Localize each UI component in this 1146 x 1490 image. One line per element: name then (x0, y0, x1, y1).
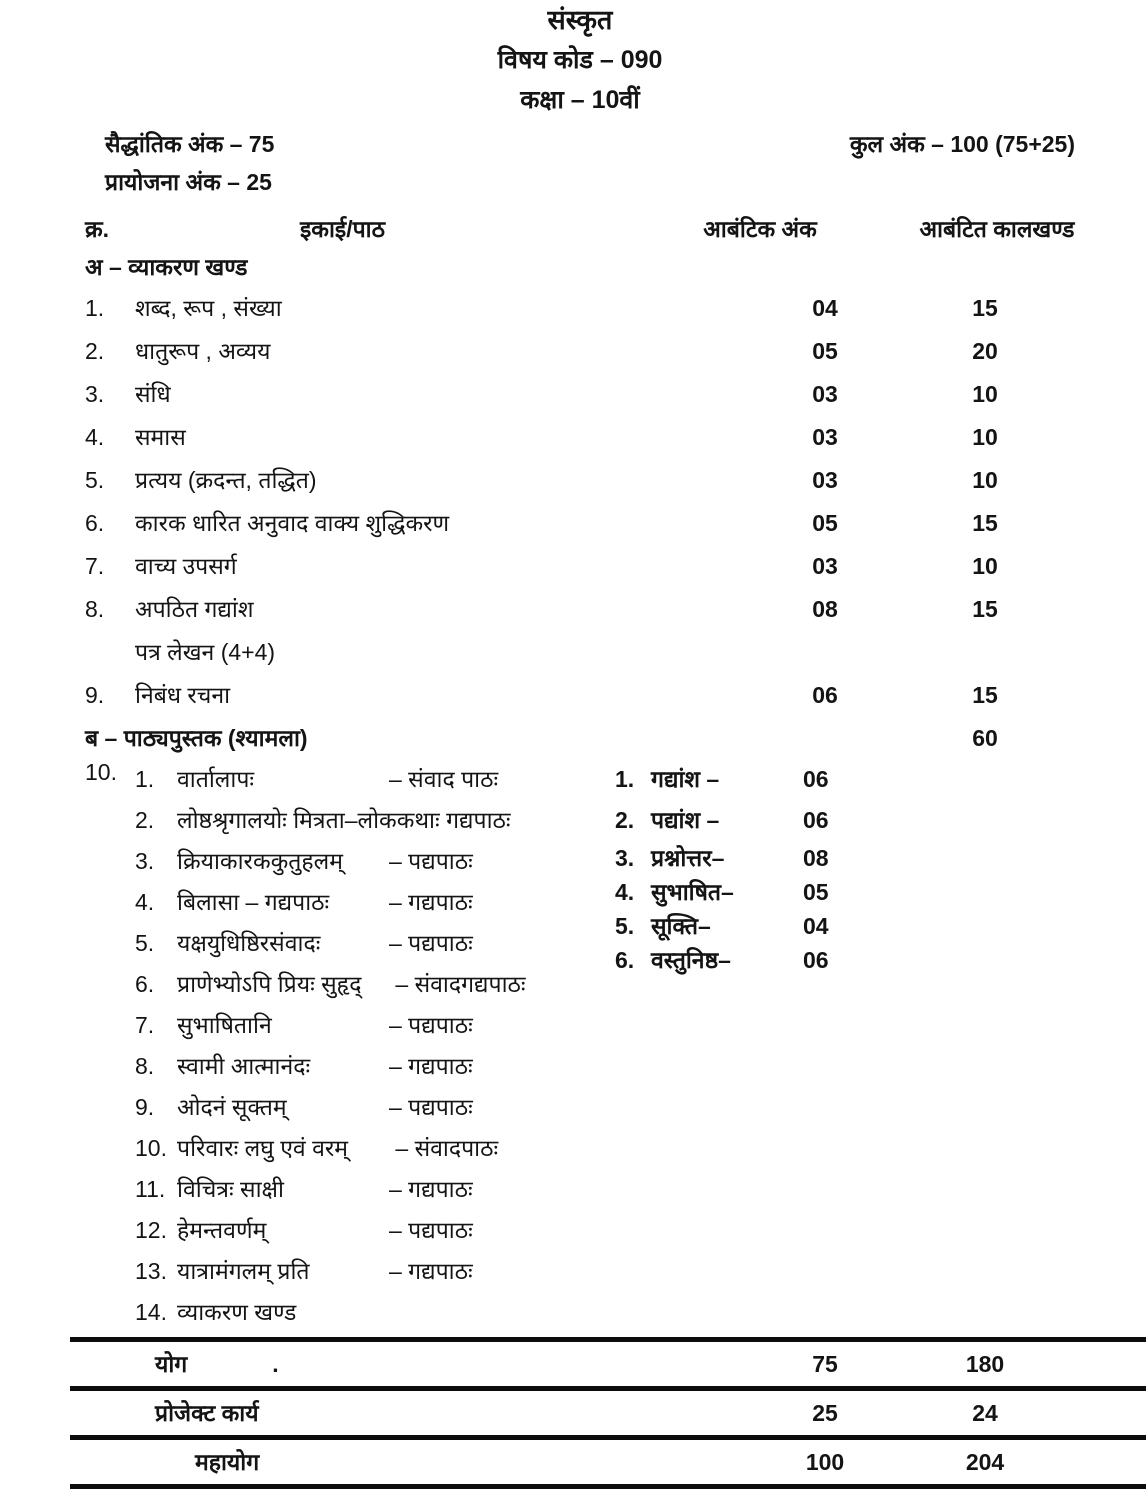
unit-text: निबंध रचना (135, 682, 231, 708)
lesson-item (135, 1169, 615, 1210)
unit-text-line1: अपठित गद्यांश (135, 596, 254, 622)
marks-value: 08 (812, 596, 838, 622)
lesson-number: 7. (135, 1012, 155, 1038)
total-time-value: 204 (965, 1449, 1005, 1475)
lesson-type: – गद्यपाठः (389, 1176, 473, 1202)
total-label (85, 1440, 755, 1484)
row-number: 7. (85, 553, 105, 579)
total-marks-value: 75 (812, 1351, 838, 1377)
lesson-name: विचित्रः साक्षी (177, 1176, 284, 1202)
lesson-type: – पद्यपाठः (389, 1012, 473, 1038)
row-number: 3. (85, 381, 105, 407)
assessment-number: 1. (615, 766, 635, 792)
marks-summary-row (85, 127, 1075, 161)
unit-text (135, 588, 755, 674)
lesson-number: 2. (135, 807, 155, 833)
row-number: 4. (85, 424, 105, 450)
assessment-item (615, 875, 1075, 909)
table-row (85, 330, 1075, 373)
total-marks-value: 100 (805, 1449, 845, 1475)
assessment-number: 4. (615, 879, 635, 905)
time-value: 15 (972, 682, 998, 708)
time-value: 20 (972, 338, 998, 364)
lesson-type: – पद्यपाठः (389, 1094, 473, 1120)
assessment-number: 6. (615, 947, 635, 973)
lesson-name: परिवारः लघु एवं वरम् (177, 1135, 349, 1161)
assessment-value: 04 (803, 913, 829, 939)
lesson-item (135, 1251, 615, 1292)
row-number: 8. (85, 596, 105, 622)
lesson-type: – संवाद पाठः (389, 766, 499, 792)
assessment-value: 06 (803, 807, 829, 833)
col-time: आबंटित कालखण्ड (919, 216, 1075, 242)
total-label (85, 1391, 755, 1435)
assessment-number: 5. (615, 913, 635, 939)
lesson-list (135, 759, 615, 1333)
lesson-number: 10. (135, 1135, 167, 1161)
assessment-item (615, 841, 1075, 875)
section-b-heading-row (85, 717, 1075, 759)
assessment-label: पद्यांश – (651, 807, 720, 833)
column-header-row (85, 211, 1075, 247)
assessment-value: 06 (803, 947, 829, 973)
lesson-item (135, 1128, 615, 1169)
unit-text: प्रत्यय (क्रदन्त, तद्धित) (135, 467, 317, 493)
table-row (85, 674, 1075, 717)
assessment-label: सुभाषित– (651, 879, 734, 905)
assessment-value: 05 (803, 879, 829, 905)
lesson-type: गद्यपाठः (446, 807, 511, 833)
marks-value: 05 (812, 510, 838, 536)
lesson-number: 9. (135, 1094, 155, 1120)
total-marks-value: 25 (812, 1400, 838, 1426)
marks-value: 05 (812, 338, 838, 364)
unit-text: कारक धारित अनुवाद वाक्य शुद्धिकरण (135, 510, 450, 536)
lesson-name: हेमन्तवर्णम् (177, 1217, 267, 1243)
assessment-item (615, 759, 1075, 800)
lesson-type: – पद्यपाठः (389, 1217, 473, 1243)
unit-text: धातुरूप , अव्यय (135, 338, 271, 364)
total-label-text: प्रोजेक्ट कार्य (155, 1400, 259, 1426)
marks-value: 03 (812, 424, 838, 450)
marks-value: 04 (812, 295, 838, 321)
time-value: 10 (972, 467, 998, 493)
assessment-label: वस्तुनिष्ठ– (651, 947, 731, 973)
total-marks: कुल अंक – 100 (75+25) (849, 131, 1075, 157)
lesson-type: – संवादगद्यपाठः (395, 971, 526, 997)
lesson-name: यात्रामंगलम् प्रति (177, 1258, 310, 1284)
unit-text: समास (135, 424, 186, 450)
lesson-name: बिलासा – गद्यपाठः (177, 889, 330, 915)
total-row (70, 1337, 1146, 1386)
lesson-name: ओदनं सूक्तम् (177, 1094, 287, 1120)
lesson-name: यक्षयुधिष्ठिरसंवादः (177, 930, 321, 956)
lesson-item (135, 800, 615, 841)
lesson-number: 11. (135, 1176, 166, 1202)
lesson-number: 13. (135, 1258, 167, 1284)
table-row (85, 373, 1075, 416)
row-number: 6. (85, 510, 105, 536)
lesson-type: – पद्यपाठः (389, 930, 473, 956)
total-time-value: 24 (972, 1400, 998, 1426)
total-row (70, 1435, 1146, 1489)
lesson-number: 6. (135, 971, 155, 997)
lesson-item (135, 1210, 615, 1251)
time-value: 10 (972, 553, 998, 579)
marks-value: 03 (812, 553, 838, 579)
assessment-number: 2. (615, 807, 635, 833)
total-label-text: योग (155, 1351, 188, 1377)
unit-text: शब्द, रूप , संख्या (135, 295, 282, 321)
lesson-name: सुभाषितानि (177, 1012, 272, 1038)
unit-text: संधि (135, 381, 171, 407)
time-value: 15 (972, 510, 998, 536)
lesson-item (135, 923, 615, 964)
lesson-type: – पद्यपाठः (389, 848, 473, 874)
total-label-text: महायोग (195, 1449, 260, 1475)
lesson-item (135, 1046, 615, 1087)
col-unit: इकाई/पाठ (300, 216, 385, 242)
stray-dot: . (272, 1351, 279, 1377)
unit-text: वाच्य उपसर्ग (135, 553, 237, 579)
assessment-value: 08 (803, 845, 829, 871)
lesson-number: 8. (135, 1053, 155, 1079)
assessment-list (615, 759, 1075, 977)
lesson-name: क्रियाकारककुतुहलम् (177, 848, 343, 874)
lesson-type: – संवादपाठः (395, 1135, 499, 1161)
table-row (85, 588, 1075, 674)
col-marks: आबंटिक अंक (703, 216, 817, 242)
assessment-value: 06 (803, 766, 829, 792)
section-b-time: 60 (972, 725, 998, 751)
subject-code-line: विषय कोड – 090 (497, 46, 663, 74)
project-marks: प्रायोजना अंक – 25 (105, 169, 272, 195)
table-row (85, 416, 1075, 459)
lesson-type: – गद्यपाठः (389, 1258, 473, 1284)
marks-value: 03 (812, 381, 838, 407)
lesson-type: – गद्यपाठः (389, 889, 473, 915)
totals-table (70, 1337, 1146, 1489)
total-label (85, 1342, 755, 1386)
assessment-label: सूक्ति– (651, 913, 711, 939)
assessment-label: प्रश्नोत्तर– (651, 845, 725, 871)
assessment-item (615, 909, 1075, 943)
table-row (85, 287, 1075, 330)
assessment-label: गद्यांश – (651, 766, 720, 792)
row-number: 9. (85, 682, 105, 708)
lesson-item (135, 882, 615, 923)
doc-title: संस्कृत (547, 5, 613, 35)
time-value: 15 (972, 596, 998, 622)
lesson-name: व्याकरण खण्ड (177, 1299, 297, 1325)
unit-text-line2: पत्र लेखन (4+4) (135, 639, 276, 665)
marks-value: 06 (812, 682, 838, 708)
col-sno: क्र. (85, 216, 110, 242)
lesson-name: स्वामी आत्मानंदः (177, 1053, 311, 1079)
theory-marks: सैद्धांतिक अंक – 75 (105, 131, 275, 157)
lesson-item (135, 1087, 615, 1128)
time-value: 10 (972, 424, 998, 450)
lesson-type: – गद्यपाठः (389, 1053, 473, 1079)
row-number: 2. (85, 338, 105, 364)
class-line: कक्षा – 10वीं (520, 86, 640, 114)
lesson-number: 12. (135, 1217, 167, 1243)
section-a-heading: अ – व्याकरण खण्ड (85, 254, 248, 280)
lesson-item (135, 1292, 615, 1333)
row-number: 5. (85, 467, 105, 493)
lesson-name: लोष्ठश्रृगालयोः मित्रता–लोककथाः (177, 807, 440, 833)
lesson-number: 4. (135, 889, 155, 915)
row-number: 10. (85, 759, 117, 785)
table-row (85, 459, 1075, 502)
lesson-item (135, 1005, 615, 1046)
assessment-item (615, 943, 1075, 977)
lesson-number: 14. (135, 1299, 167, 1325)
time-value: 15 (972, 295, 998, 321)
lesson-item (135, 964, 615, 1005)
lesson-item (135, 759, 615, 800)
total-time-value: 180 (965, 1351, 1005, 1377)
row-number: 1. (85, 295, 105, 321)
section-b-content-row (85, 759, 1075, 1333)
section-b-heading: ब – पाठ्यपुस्तक (श्यामला) (85, 725, 308, 751)
table-row (85, 502, 1075, 545)
lesson-number: 5. (135, 930, 155, 956)
marks-value: 03 (812, 467, 838, 493)
lesson-name: प्राणेभ्योऽपि प्रियः सुहृद् (177, 971, 362, 997)
time-value: 10 (972, 381, 998, 407)
lesson-name: वार्तालापः (177, 766, 255, 792)
lesson-number: 1. (135, 766, 155, 792)
lesson-item (135, 841, 615, 882)
table-row (85, 545, 1075, 588)
assessment-number: 3. (615, 845, 635, 871)
total-row (70, 1386, 1146, 1435)
lesson-number: 3. (135, 848, 155, 874)
assessment-item (615, 800, 1075, 841)
